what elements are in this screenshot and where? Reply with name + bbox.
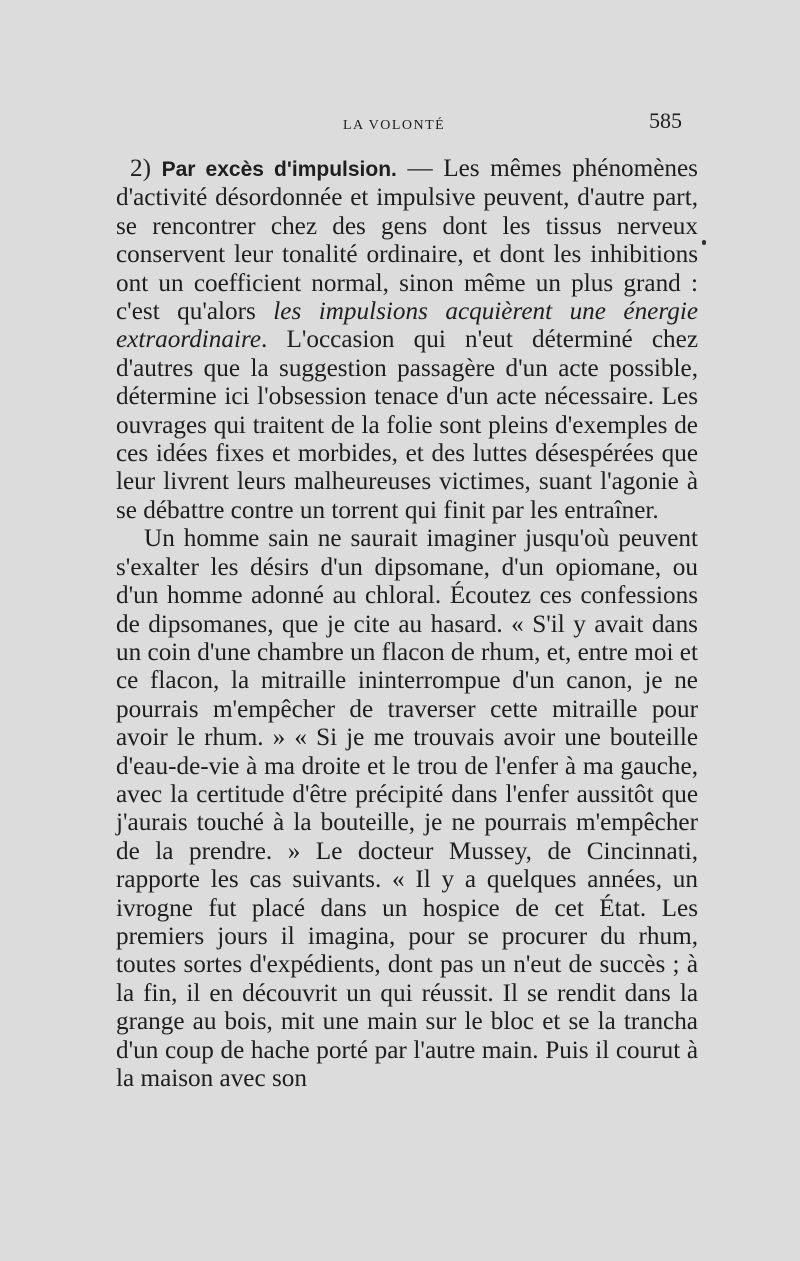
page-number: 585 — [649, 108, 682, 133]
page-header — [0, 108, 800, 144]
paragraph-1 — [116, 155, 698, 525]
ink-speck — [702, 240, 706, 245]
section-heading: Par excès d'impulsion. — [161, 158, 397, 181]
emphasized-phrase: les impulsions acquièrent une énergie extraordinaire — [116, 298, 698, 354]
paragraph-1-text-b: . L'occasion qui n'eut déterminé chez d'autres que la suggestion passagère d'un acte possible, détermine ici l'obsession tenace d'un acte nécessaire. Les ouvrages qui traitent de la folie sont pleins d'exemples de ces idées fixes et morbides, et des luttes désespérées que leur livrent leurs malheureuses victimes, suant l'agonie à se débattre contre un torrent qui finit par les entraîner. — [116, 326, 698, 524]
section-number: 2) — [130, 155, 151, 182]
body-text — [116, 155, 698, 1093]
paragraph-2: Un homme sain ne saurait imaginer jusqu'où peuvent s'exalter les désirs d'un dipsomane, d'un opiomane, ou d'un homme adonné au chloral. Écoutez ces confessions de dipsomanes, que je cite au hasard. « S'il y avait dans un coin d'une chambre un flacon de rhum, et, entre moi et ce flacon, la mitraille ininterrompue d'un canon, je ne pourrais m'empêcher de traverser cette mitraille pour avoir le rhum. » « Si je me trouvais avoir une bouteille d'eau-de-vie à ma droite et le trou de l'enfer à ma gauche, avec la certitude d'être précipité dans l'enfer aussitôt que j'aurais touché à la bouteille, je ne pourrais m'empêcher de la prendre. » Le docteur Mussey, de Cincinnati, rapporte les cas suivants. « Il y a quelques années, un ivrogne fut placé dans un hospice de cet État. Les premiers jours il imagina, pour se procurer du rhum, toutes sortes d'expédients, dont pas un n'eut de succès ; à la fin, il en découvrit un qui réussit. Il se rendit dans la grange au bois, mit une main sur le bloc et se la trancha d'un coup de hache porté par l'autre main. Puis il courut à la maison avec son — [116, 525, 698, 1092]
running-title: LA VOLONTÉ — [343, 118, 446, 133]
paragraph-1-text-a: — Les mêmes phénomènes d'activité désordonnée et impulsive peuvent, d'autre part, se rencontrer chez des gens dont les tissus nerveux conservent leur tonalité ordinaire, et dont les inhibitions ont un coefficient normal, sinon même un plus grand : c'est qu'alors — [116, 155, 698, 326]
